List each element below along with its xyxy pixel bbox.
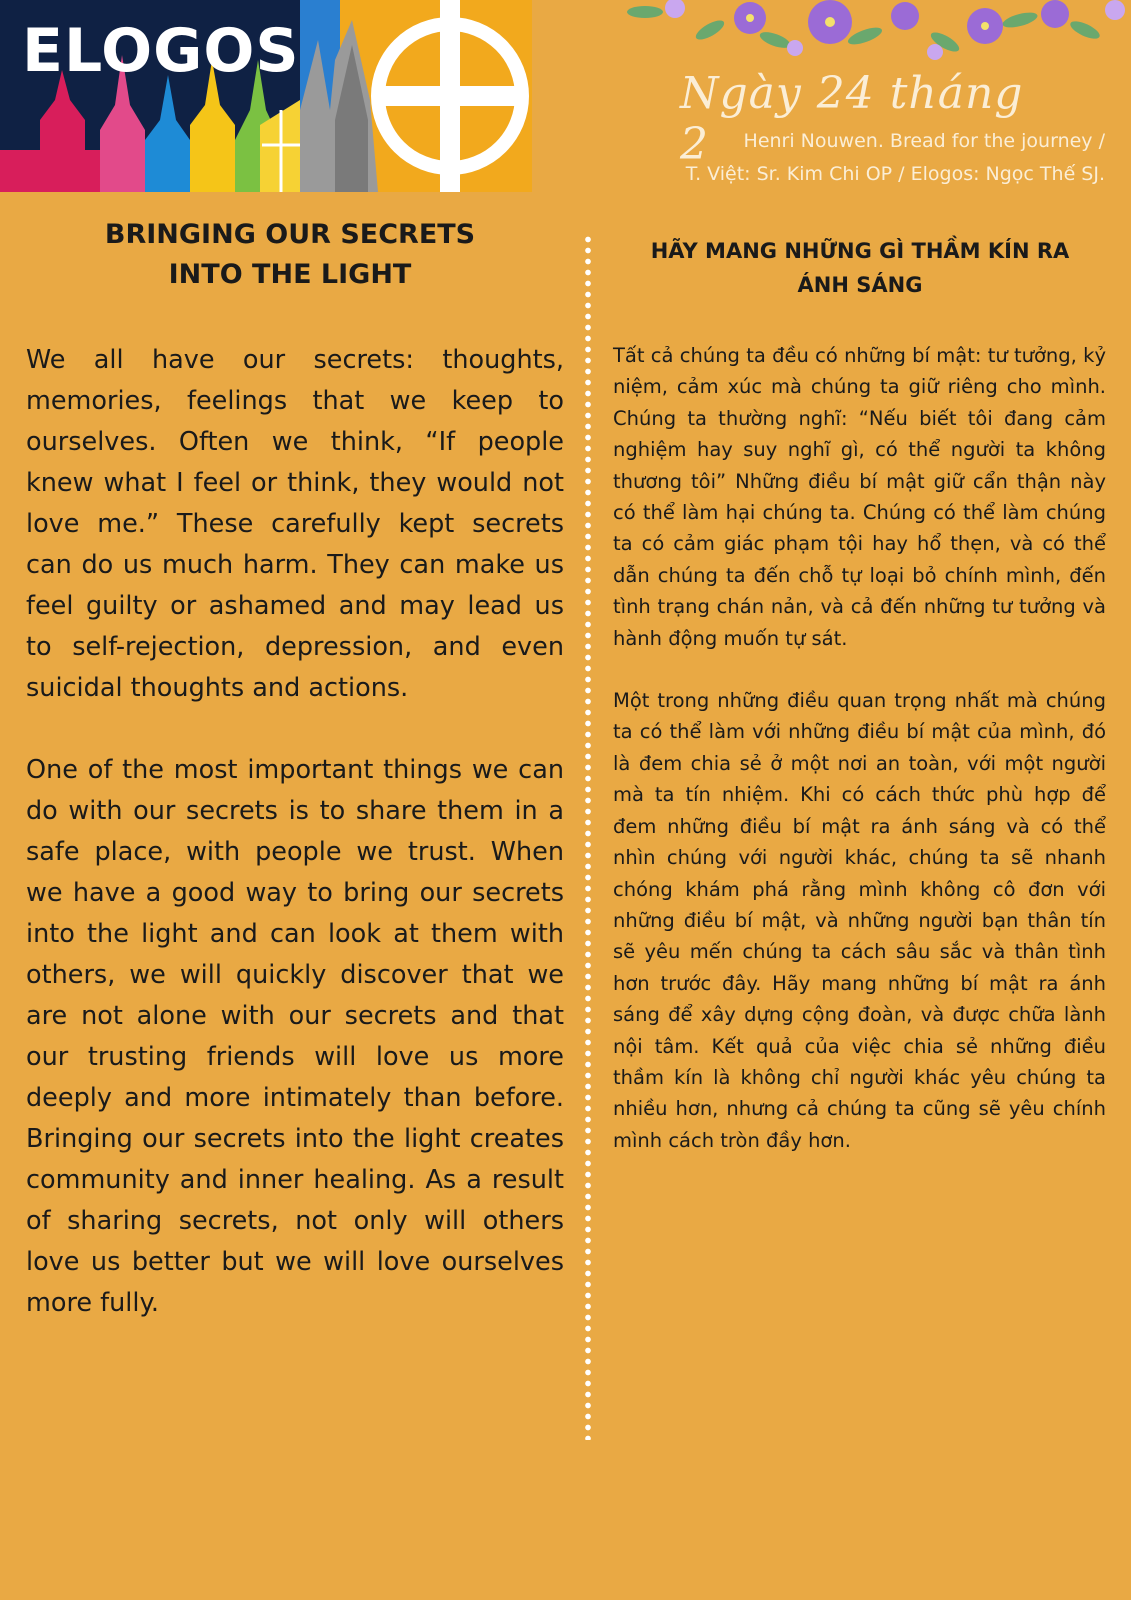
vietnamese-column bbox=[613, 340, 1106, 1187]
english-title bbox=[30, 215, 550, 295]
vietnamese-paragraph: Tất cả chúng ta đều có những bí mật: tư tưởng, kỷ niệm, cảm xúc mà chúng ta giữ riêng cho mình. Chúng ta thường nghĩ: “Nếu biết tôi đang cảm nghiệm hay suy nghĩ gì, có thể người ta không thương tôi” Những điều bí mật giữ cẩn thận này có thể làm hại chúng ta. Chúng có thể làm chúng ta có cảm giác phạm tội hay hổ thẹn, và có thể dẫn chúng ta đến chỗ tự loại bỏ chính mình, đến tình trạng chán nản, và cả đến những tư tưởng và hành động muốn tự sát. bbox=[613, 344, 1106, 650]
vietnamese-paragraph: Một trong những điều quan trọng nhất mà chúng ta có thể làm với những điều bí mật của mình, đó là đem chia sẻ ở một nơi an toàn, với một người mà ta tín nhiệm. Khi có cách thức phù hợp để đem những điều bí mật ra ánh sáng và có thể nhìn chúng với người khác, chúng ta sẽ nhanh chóng khám phá rằng mình không cô đơn với những điều bí mật, và những người bạn thân tín sẽ yêu mến chúng ta cách sâu sắc và thân tình hơn trước đây. Hãy mang những bí mật ra ánh sáng để xây dựng cộng đoàn, và được chữa lành nội tâm. Kết quả của việc chia sẻ những điều thầm kín là không chỉ người khác yêu chúng ta nhiều hơn, nhưng cả chúng ta cũng sẽ yêu chính mình cách tròn đầy hơn. bbox=[613, 689, 1106, 1152]
vietnamese-title-line: ÁNH SÁNG bbox=[797, 273, 923, 297]
date-heading: Ngày 24 tháng 2 bbox=[680, 68, 1024, 170]
source-line: Henri Nouwen. Bread for the journey / bbox=[743, 130, 1105, 152]
flower-decoration bbox=[615, 0, 1131, 62]
english-paragraph: We all have our secrets: thoughts, memories, feelings that we keep to ourselves. Often we think, “If people knew what I feel or think, they would not love me.” These carefully kept secrets can do us much harm. They can make us feel guilty or ashamed and may lead us to self-rejection, depression, and even suicidal thoughts and actions. bbox=[26, 345, 564, 703]
source-credit bbox=[575, 125, 1105, 191]
vietnamese-title bbox=[610, 234, 1110, 302]
logo-text: ELOGOS bbox=[22, 16, 300, 86]
source-line: T. Việt: Sr. Kim Chi OP / Elogos: Ngọc Thế SJ. bbox=[685, 163, 1105, 185]
elogos-logo bbox=[0, 0, 532, 192]
dotted-divider bbox=[584, 234, 592, 1440]
english-column bbox=[26, 340, 564, 1365]
english-title-line: BRINGING OUR SECRETS bbox=[104, 219, 476, 250]
vietnamese-title-line: HÃY MANG NHỮNG GÌ THẦM KÍN RA bbox=[650, 239, 1070, 263]
english-paragraph: One of the most important things we can do with our secrets is to share them in a safe place, with people we trust. When we have a good way to bring our secrets into the light and can look at them with others, we will quickly discover that we are not alone with our secrets and that our trusting friends will love us more deeply and more intimately than before. Bringing our secrets into the light creates community and inner healing. As a result of sharing secrets, not only will others love us better but we will love ourselves more fully. bbox=[26, 755, 564, 1318]
english-title-line: INTO THE LIGHT bbox=[168, 259, 412, 290]
